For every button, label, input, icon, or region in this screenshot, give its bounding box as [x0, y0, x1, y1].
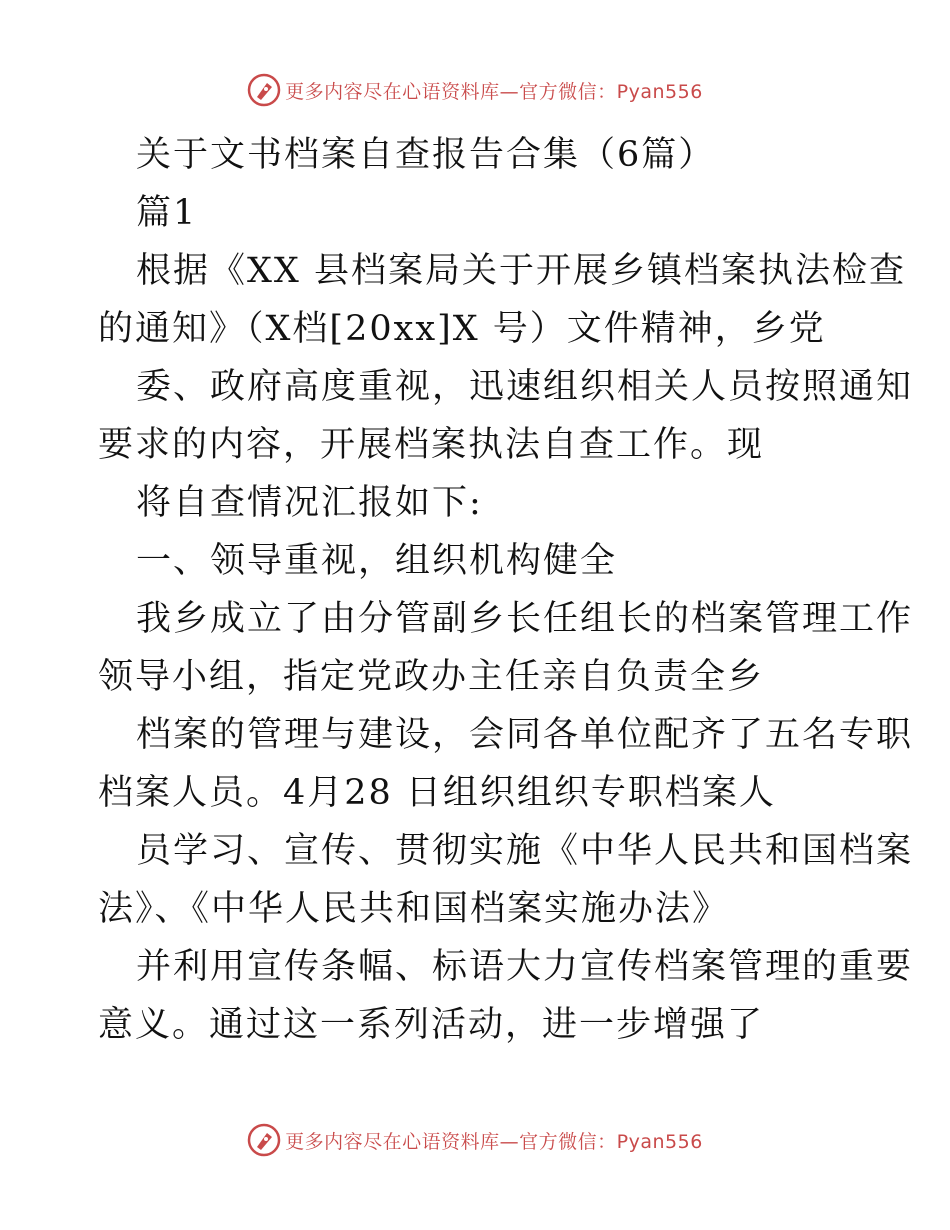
text-line: 要求的内容，开展档案执法自查工作。现: [98, 425, 765, 465]
watermark-text: 更多内容尽在心语资料库—官方微信：Pyan556: [285, 80, 703, 103]
text-line: 的通知》（X档[20xx]X 号）文件精神，乡党: [98, 309, 826, 349]
text-line: 意义。通过这一系列活动，进一步增强了: [98, 1005, 765, 1045]
text-line: 档案的管理与建设，会同各单位配齐了五名专职: [136, 715, 914, 755]
text-line: 篇1: [136, 193, 198, 233]
text-line: 档案人员。4月28 日组织组织专职档案人: [98, 773, 776, 813]
text-line: 我乡成立了由分管副乡长任组长的档案管理工作: [136, 599, 914, 639]
pen-nib-logo-icon: [247, 1123, 281, 1157]
text-line: 员学习、宣传、贯彻实施《中华人民共和国档案: [136, 831, 914, 871]
watermark-banner-bottom: [0, 1120, 950, 1160]
text-line: 并利用宣传条幅、标语大力宣传档案管理的重要: [136, 947, 914, 987]
watermark-banner-top: [0, 70, 950, 110]
text-line: 法》、《中华人民共和国档案实施办法》: [98, 889, 730, 929]
text-line: 一、领导重视，组织机构健全: [136, 541, 618, 581]
text-line: 根据《XX 县档案局关于开展乡镇档案执法检查: [136, 251, 906, 291]
watermark-text: 更多内容尽在心语资料库—官方微信：Pyan556: [285, 1130, 703, 1153]
text-line: 委、政府高度重视，迅速组织相关人员按照通知: [136, 367, 914, 407]
text-line: 领导小组，指定党政办主任亲自负责全乡: [98, 657, 765, 697]
text-line: 将自查情况汇报如下:: [136, 483, 483, 523]
document-body: [98, 126, 914, 1054]
pen-nib-logo-icon: [247, 73, 281, 107]
text-line: 关于文书档案自查报告合集（6篇）: [136, 135, 716, 175]
